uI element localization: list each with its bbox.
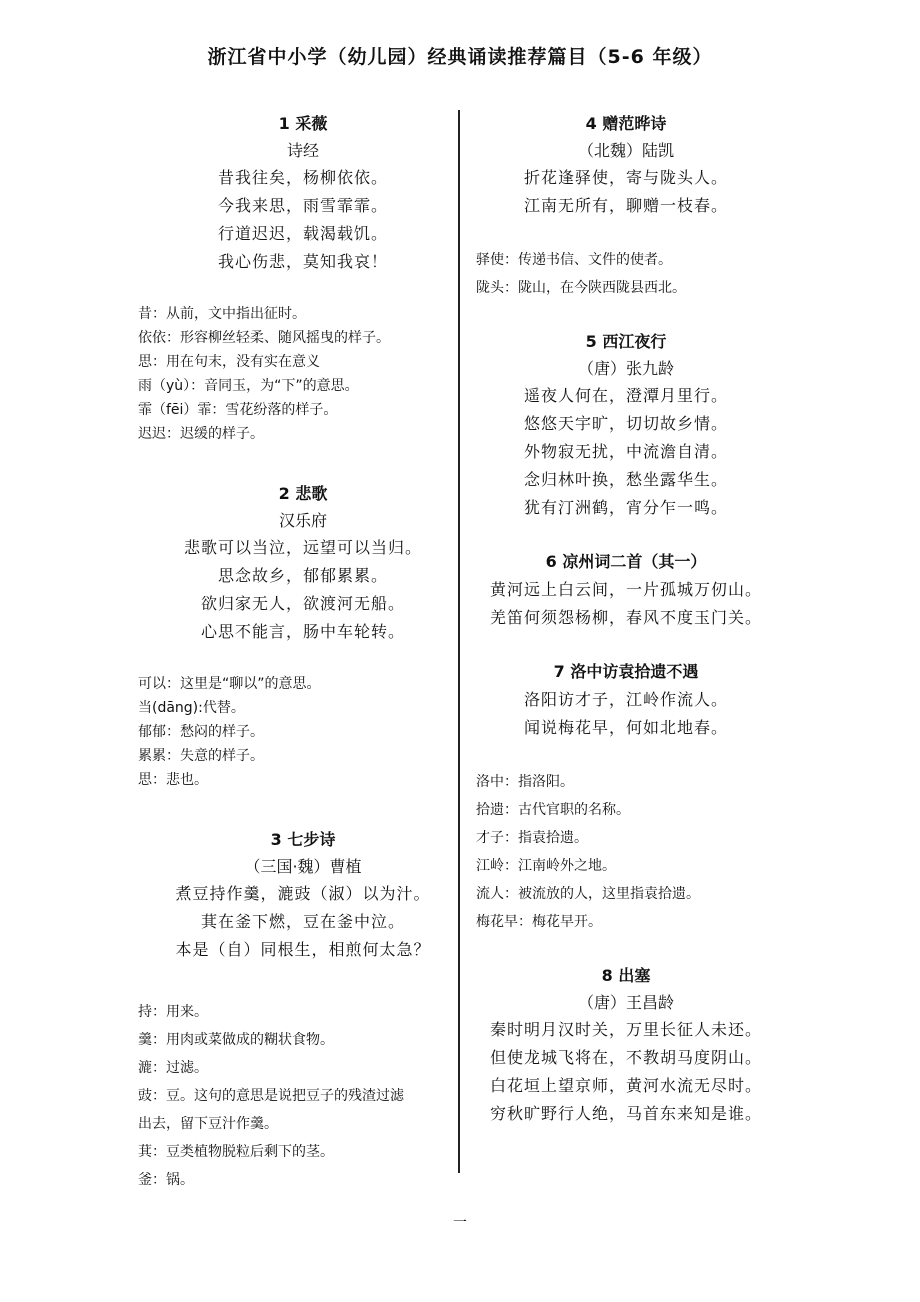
poem-author: 诗经 [286, 141, 319, 160]
annotation: 流人：被流放的人，这里指袁拾遗。 [476, 886, 700, 902]
poem-2 [138, 480, 468, 792]
poem-6 [476, 548, 776, 632]
annotation: 当(dāng):代替。 [138, 700, 245, 716]
poem-line: 洛阳访才子，江岭作流人。 [523, 690, 728, 709]
annotation: 漉：过滤。 [138, 1060, 208, 1076]
poem-line: 欲归家无人，欲渡河无船。 [200, 594, 405, 613]
poem-line: 犹有汀洲鹤，宵分乍一鸣。 [523, 498, 728, 517]
poem-title: 7 洛中访袁拾遗不遇 [553, 662, 699, 681]
poem-line: 心思不能言，肠中车轮转。 [200, 622, 405, 641]
poem-line: 但使龙城飞将在，不教胡马度阴山。 [489, 1048, 762, 1067]
poem-line: 悲歌可以当泣，远望可以当归。 [183, 538, 422, 557]
poem-line: 煮豆持作羹，漉豉（淑）以为汁。 [175, 884, 431, 903]
annotation: 可以：这里是“聊以”的意思。 [138, 676, 321, 692]
poem-title: 5 西江夜行 [585, 332, 667, 351]
poem-8 [476, 962, 776, 1128]
poem-line: 闻说梅花早，何如北地春。 [523, 718, 728, 737]
annotation: 豉：豆。这句的意思是说把豆子的残渣过滤 [138, 1088, 404, 1104]
annotation: 驿使：传递书信、文件的使者。 [476, 252, 672, 268]
poem-line: 今我来思，雨雪霏霏。 [217, 196, 388, 215]
poem-line: 悠悠天宇旷，切切故乡情。 [523, 414, 728, 433]
annotation: 才子：指袁拾遗。 [476, 830, 588, 846]
poem-line: 行道迟迟，载渴载饥。 [217, 224, 388, 243]
annotation: 昔：从前，文中指出征时。 [138, 306, 306, 322]
annotation: 萁：豆类植物脱粒后剩下的茎。 [138, 1144, 334, 1160]
poem-line: 白花垣上望京师，黄河水流无尽时。 [489, 1076, 762, 1095]
poem-1 [138, 110, 468, 446]
poem-line: 折花逢驿使，寄与陇头人。 [523, 168, 728, 187]
poem-line: 江南无所有，聊赠一枝春。 [523, 196, 728, 215]
annotation: 釜：锅。 [138, 1172, 194, 1188]
poem-4 [476, 110, 776, 302]
poem-line: 秦时明月汉时关，万里长征人未还。 [489, 1020, 762, 1039]
poem-author: （唐）张九龄 [577, 359, 674, 378]
poem-title: 3 七步诗 [270, 830, 336, 849]
poem-line: 黄河远上白云间，一片孤城万仞山。 [489, 580, 762, 599]
annotation: 霏（fēi）霏：雪花纷落的样子。 [138, 402, 338, 418]
annotation: 思：用在句末，没有实在意义 [138, 354, 320, 370]
annotation: 持：用来。 [138, 1004, 208, 1020]
annotation: 陇头：陇山，在今陕西陇县西北。 [476, 280, 686, 296]
poem-author: （北魏）陆凯 [577, 141, 674, 160]
poem-5 [476, 328, 776, 522]
annotation: 累累：失意的样子。 [138, 748, 264, 764]
right-column [476, 110, 776, 1128]
annotation: 雨（yù）：音同玉，为“下”的意思。 [138, 378, 359, 394]
annotation: 依依：形容柳丝轻柔、随风摇曳的样子。 [138, 330, 390, 346]
annotation: 梅花早：梅花早开。 [476, 914, 602, 930]
poem-line: 思念故乡，郁郁累累。 [217, 566, 388, 585]
page-number: 一 [453, 1215, 467, 1231]
annotation: 羹：用肉或菜做成的糊状食物。 [138, 1032, 334, 1048]
poem-line: 外物寂无扰，中流澹自清。 [523, 442, 728, 461]
page-title: 浙江省中小学（幼儿园）经典诵读推荐篇目（5-6 年级） [207, 46, 713, 68]
poem-line: 羌笛何须怨杨柳，春风不度玉门关。 [489, 608, 762, 627]
annotation: 迟迟：迟缓的样子。 [138, 426, 264, 442]
poem-title: 4 赠范晔诗 [585, 114, 667, 133]
annotation: 江岭：江南岭外之地。 [476, 858, 616, 874]
poem-line: 遥夜人何在，澄潭月里行。 [523, 386, 728, 405]
poem-line: 我心伤悲，莫知我哀！ [217, 252, 388, 271]
annotation: 思：悲也。 [138, 772, 208, 788]
poem-7 [476, 658, 776, 936]
poem-line: 萁在釜下燃，豆在釜中泣。 [200, 912, 405, 931]
poem-line: 穷秋旷野行人绝，马首东来知是谁。 [489, 1104, 762, 1123]
poem-title: 8 出塞 [601, 966, 651, 985]
poem-line: 昔我往矣，杨柳依依。 [217, 168, 388, 187]
poem-title: 6 凉州词二首（其一） [545, 552, 707, 571]
poem-line: 本是（自）同根生，相煎何太急？ [175, 940, 431, 959]
annotation: 洛中：指洛阳。 [476, 774, 574, 790]
annotation: 拾遗：古代官职的名称。 [476, 802, 630, 818]
poem-line: 念归林叶换，愁坐露华生。 [523, 470, 728, 489]
annotation: 郁郁：愁闷的样子。 [138, 724, 264, 740]
poem-title: 2 悲歌 [278, 484, 328, 503]
poem-author: 汉乐府 [278, 511, 327, 530]
poem-author: （唐）王昌龄 [577, 993, 674, 1012]
poem-author: （三国·魏）曹植 [244, 857, 362, 876]
annotation: 出去，留下豆汁作羹。 [138, 1116, 278, 1132]
poem-3 [138, 826, 468, 1194]
poem-title: 1 采薇 [278, 114, 328, 133]
left-column [138, 110, 468, 1194]
